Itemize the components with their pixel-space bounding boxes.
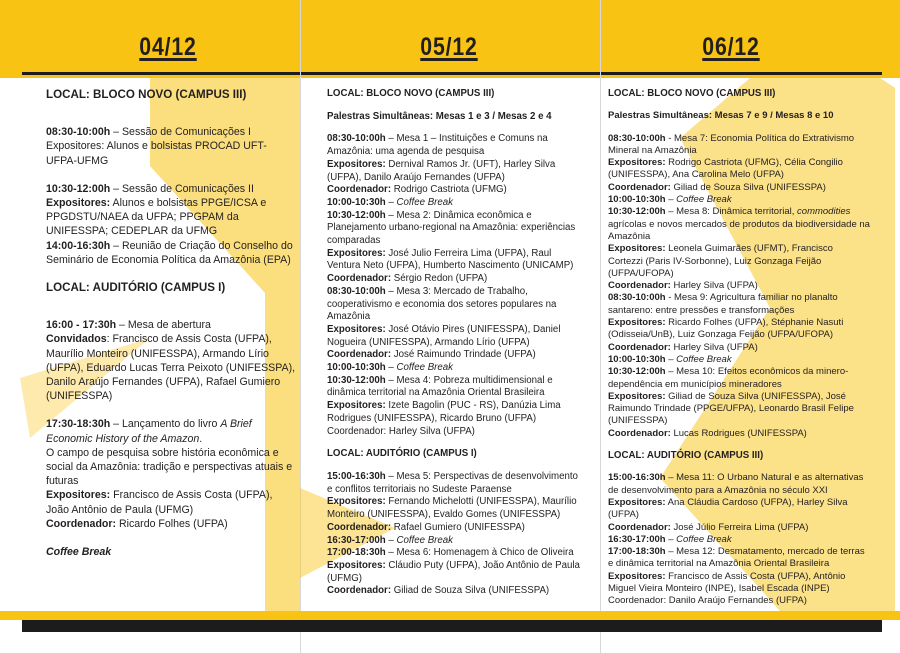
session-2: 10:30-12:00h – Sessão de Comunicações II Expositores: Alunos e bolsistas PPGE/ICSA e PPGDSTU/NAEA da UFPA; PPGPAM da UNIFESSPA; CEDEPLAR da UFMG 14:00-16:30h – Reunião de Criação do Conselho do Seminário de Economia Política da Amazônia (EPA) [46, 182, 293, 266]
header-rule [22, 72, 882, 75]
mesa-block: 15:00-16:30h – Mesa 11: O Urbano Natural e as alternativas de desenvolvimento para a Amazônia no século XXI Expositores: Ana Cláudia Cardoso (UFPA), Harley Silva (UFPA) Coordenador: José Júlio Ferreira Lima (UFPA) 16:30-17:00h – Coffee Break 17:00-18:30h – Mesa 12: Desmatamento, mercado de terras e dinâmica territorial na Amazônia Oriental Brasileira Expositores: Francisco de Assis Costa (UFPA), Antônio Miguel Vieira Monteiro (INPE), Isabel Escada (INPE) Coordenador: Danilo Araújo Fernandes (UFPA) [608, 472, 865, 607]
column-day-3 [608, 88, 870, 608]
mesa-block: 08:30-10:00h - Mesa 7: Economia Política do Extrativismo Mineral na Amazônia Expositores: Rodrigo Castriota (UFMG), Célia Congilio (UNIFESSPA), Ana Carolina Melo (UFPA) Coordenador: Giliad de Souza Silva (UNIFESSPA) 10:00-10:30h – Coffee Break 10:30-12:00h – Mesa 8: Dinâmica territorial, commodities agrícolas e novos mercados de produtos da biodiversidade na Amazônia Expositores: Leonela Guimarães (UFMT), Francisco Cortezzi (Paris IV-Sorbonne), Luiz Gonzaga Feijão (UFPA/UFOPA) Coordenador: Harley Silva (UFPA) 08:30-10:00h - Mesa 9: Agricultura familiar no planalto santareno: entre pressões e transformações Expositores: Ricardo Folhes (UFPA), Stéphanie Nasuti (Odisseia/UnB), Luiz Gonzaga Feijão (UFPA/UFOPA) Coordenador: Harley Silva (UFPA) 10:00-10:30h – Coffee Break 10:30-12:00h – Mesa 10: Efeitos econômicos da minero-dependência em municípios mineradores Expositores: Giliad de Souza Silva (UNIFESSPA), José Raimundo Trindade (PPGE/UFPA), Leonardo Brasil Felipe (UNIFESSPA) Coordenador: Lucas Rodrigues (UNIFESSPA) [608, 132, 870, 439]
mesa-block: 15:00-16:30h – Mesa 5: Perspectivas de desenvolvimento e conflitos territoriais no Sudeste Paraense Expositores: Fernando Michelotti (UNIFESSPA), Maurílio Monteiro (UNIFESSPA), Evaldo Gomes (UNIFESSPA) Coordenador: Rafael Gumiero (UNIFESSPA) 16:30-17:00h – Coffee Break 17:00-18:30h – Mesa 6: Homenagem à Chico de Oliveira Expositores: Cláudio Puty (UFPA), João Antônio de Paula (UFMG) Coordenador: Giliad de Souza Silva (UNIFESSPA) [327, 470, 580, 597]
coffee-break: Coffee Break [46, 546, 112, 559]
session-1: 08:30-10:00h – Sessão de Comunicações I Expositores: Alunos e bolsistas PROCAD UFT-UFPA-UFMG [46, 126, 267, 167]
column-day-2 [327, 88, 582, 598]
footer-rule [22, 620, 882, 632]
location-heading: LOCAL: AUDITÓRIO (CAMPUS III) [608, 450, 764, 462]
session-opening: 16:00 - 17:30h – Mesa de abertura Convidados: Francisco de Assis Costa (UFPA), Maurílio Monteiro (UNIFESSPA), Armando Lírio (UFPA), Eduardo Lucas Terra Peixoto (UNIFESSPA), Danilo Araújo Fernandes (UFPA), Rafael Gumiero (UNIFESSPA) [46, 319, 296, 403]
column-day-1 [46, 88, 296, 559]
date-heading-1: 04/12 [139, 33, 197, 61]
location-heading: LOCAL: BLOCO NOVO (CAMPUS III) [327, 88, 495, 99]
mesa-block: 08:30-10:00h – Mesa 1 – Instituições e Comuns na Amazônia: uma agenda de pesquisa Expositores: Dernival Ramos Jr. (UFT), Harley Silva (UFPA), Danilo Araújo Fernandes (UFPA) Coordenador: Rodrigo Castriota (UFMG) 10:00-10:30h – Coffee Break 10:30-12:00h – Mesa 2: Dinâmica econômica e Planejamento urbano-regional na Amazônia: experiências comparadas Expositores: José Julio Ferreira Lima (UFPA), Raul Ventura Neto (UFPA), Humberto Nascimento (UNICAMP) Coordenador: Sérgio Redon (UFPA) 08:30-10:00h – Mesa 3: Mercado de Trabalho, cooperativismo e economia dos setores populares na Amazônia Expositores: José Otávio Pires (UNIFESSPA), Daniel Nogueira (UNIFESSPA), Armando Lírio (UFPA) Coordenador: José Raimundo Trindade (UFPA) 10:00-10:30h – Coffee Break 10:30-12:00h – Mesa 4: Pobreza multidimensional e dinâmica territorial na Amazônia Oriental Brasileira Expositores: Izete Bagolin (PUC - RS), Danúzia Lima Rodrigues (UNIFESSPA), Ricardo Bruno (UFPA) Coordenador: Harley Silva (UFPA) [327, 133, 576, 437]
footer-band [0, 611, 900, 620]
location-heading: LOCAL: AUDITÓRIO (CAMPUS I) [46, 281, 226, 295]
session-book-launch: 17:30-18:30h – Lançamento do livro A Brief Economic History of the Amazon. O campo de pesquisa sobre história econômica e social da Amazônia: tradição e perspectivas atuais e futuras Expositores: Francisco de Assis Costa (UFPA), João Antônio de Paula (UFMG) Coordenador: Ricardo Folhes (UFPA) [46, 418, 293, 530]
date-heading-3: 06/12 [702, 33, 760, 61]
palestras-heading: Palestras Simultâneas: Mesas 1 e 3 / Mesas 2 e 4 [327, 110, 552, 122]
location-heading: LOCAL: BLOCO NOVO (CAMPUS III) [608, 88, 776, 99]
palestras-heading: Palestras Simultâneas: Mesas 7 e 9 / Mesas 8 e 10 [608, 110, 834, 122]
location-heading: LOCAL: BLOCO NOVO (CAMPUS III) [46, 88, 247, 101]
location-heading: LOCAL: AUDITÓRIO (CAMPUS I) [327, 448, 477, 460]
date-heading-2: 05/12 [420, 33, 478, 61]
